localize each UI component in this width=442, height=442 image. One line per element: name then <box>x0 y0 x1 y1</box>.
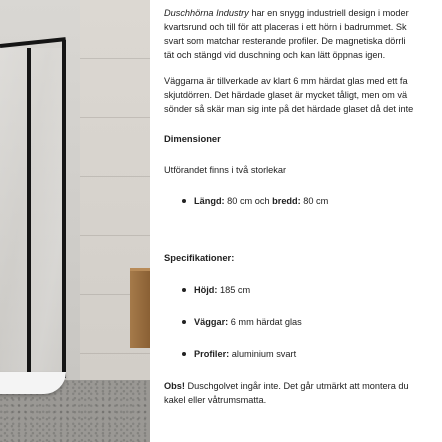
list-item: Höjd: 185 cm <box>164 283 442 297</box>
wooden-shelf <box>130 268 150 348</box>
intro-line: tät och stängd vid duschning och kan lätt öppnas igen. <box>164 50 386 60</box>
dimensions-heading: Dimensioner <box>164 133 221 144</box>
specifications-heading: Specifikationer: <box>164 252 235 263</box>
sizes-note: Utförandet finns i två storlekar <box>164 165 287 175</box>
intro-line: kvartsrund och till för att placeras i ett hörn i badrummet. Sk <box>164 22 407 32</box>
list-item: Längd: 80 cm och bredd: 80 cm <box>164 194 442 208</box>
product-image <box>0 0 150 442</box>
dimensions-list <box>164 194 442 208</box>
specifications-list <box>164 283 442 361</box>
glass-line: sönder så skär man sig inte på det härdade glaset då det inte <box>164 104 414 114</box>
footnote: Obs! Duschgolvet ingår inte. Det går utmärkt att montera du <box>164 381 409 391</box>
glass-line: Väggarna är tillverkade av klart 6 mm härdat glas med ett fa <box>164 76 408 86</box>
product-description <box>164 6 442 407</box>
list-item: Profiler: aluminium svart <box>164 347 442 361</box>
intro-line: svart som matchar resterande profiler. De magnetiska dörrli <box>164 36 406 46</box>
glass-panel <box>0 48 66 380</box>
glass-line: skjutdörren. Det härdade glaset är mycket tåligt, men om vä <box>164 90 408 100</box>
shower-frame-post <box>27 48 31 378</box>
product-name: Duschhörna Industry <box>164 8 249 18</box>
list-item: Väggar: 6 mm härdat glas <box>164 315 442 329</box>
shower-frame-post <box>62 40 66 378</box>
footnote-line: kakel eller våtrumsmatta. <box>164 395 267 405</box>
intro-line: Duschhörna Industry har en snygg industriell design i moder <box>164 8 409 18</box>
